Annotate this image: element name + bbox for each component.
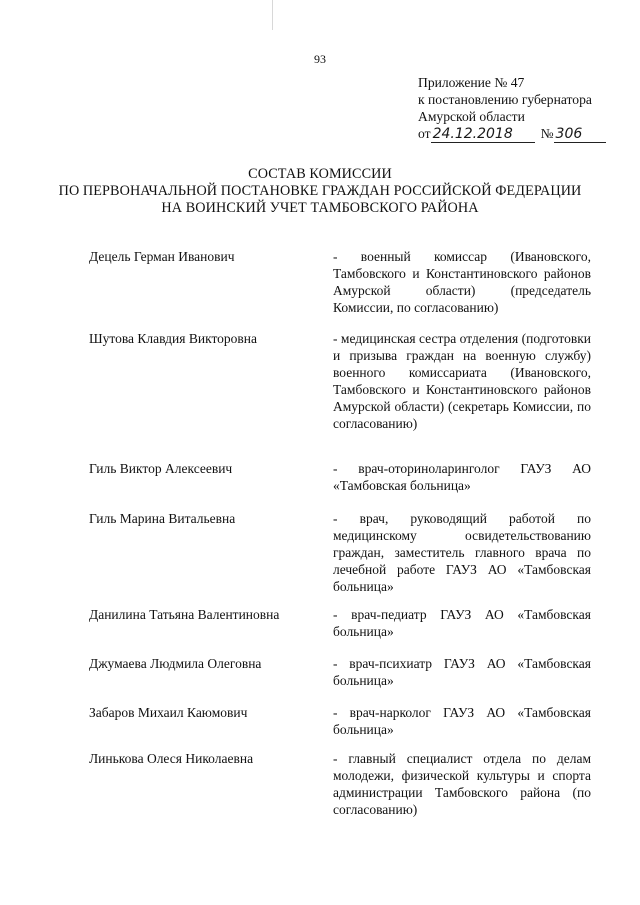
member-name: Шутова Клавдия Викторовна bbox=[89, 331, 258, 346]
member-role: - военный комиссар (Ивановского, Тамбовского и Константиновского районов Амурской области) (председатель Комиссии, по согласованию) bbox=[333, 249, 591, 315]
title-line-2: ПО ПЕРВОНАЧАЛЬНОЙ ПОСТАНОВКЕ ГРАЖДАН РОССИЙСКОЙ ФЕДЕРАЦИИ bbox=[58, 183, 582, 199]
member-role: - врач, руководящий работой по медицинскому освидетельствованию граждан, заместитель главного врача по лечебной работе ГАУЗ АО «Тамбовская больница» bbox=[333, 511, 591, 594]
member-name: Линькова Олеся Николаевна bbox=[89, 751, 254, 766]
member-role: - главный специалист отдела по делам молодежи, физической культуры и спорта администрации Тамбовского района (по согласованию) bbox=[333, 751, 591, 817]
appendix-date-line bbox=[418, 125, 606, 143]
title-line-3: НА ВОИНСКИЙ УЧЕТ ТАМБОВСКОГО РАЙОНА bbox=[161, 200, 479, 216]
member-name: Данилина Татьяна Валентиновна bbox=[89, 607, 280, 622]
handwritten-number: 306 bbox=[554, 127, 606, 143]
appendix-header bbox=[418, 74, 606, 143]
appendix-line-1: Приложение № 47 bbox=[418, 75, 525, 90]
page-number: 93 bbox=[314, 52, 326, 66]
member-name: Гиль Виктор Алексеевич bbox=[89, 461, 233, 476]
number-prefix: № bbox=[540, 126, 554, 141]
appendix-line-3: Амурской области bbox=[418, 109, 525, 124]
member-role: - медицинская сестра отделения (подготовки и призыва граждан на военную службу) военного комиссариата (Ивановского, Тамбовского и Константиновского районов Амурской области) (секретарь Комиссии, по согласованию) bbox=[333, 331, 591, 431]
member-role: - врач-оториноларинголог ГАУЗ АО «Тамбовская больница» bbox=[333, 461, 591, 493]
member-role: - врач-психиатр ГАУЗ АО «Тамбовская больница» bbox=[333, 656, 591, 688]
handwritten-date: 24.12.2018 bbox=[431, 127, 535, 143]
member-name: Джумаева Людмила Олеговна bbox=[89, 656, 262, 671]
date-prefix: от bbox=[418, 126, 431, 141]
member-role: - врач-нарколог ГАУЗ АО «Тамбовская больница» bbox=[333, 705, 591, 737]
document-title bbox=[0, 166, 640, 217]
member-role: - врач-педиатр ГАУЗ АО «Тамбовская больница» bbox=[333, 607, 591, 639]
member-name: Гиль Марина Витальевна bbox=[89, 511, 236, 526]
scan-fold-line bbox=[272, 0, 273, 30]
member-name: Децель Герман Иванович bbox=[89, 249, 235, 264]
appendix-line-2: к постановлению губернатора bbox=[418, 92, 592, 107]
title-line-1: СОСТАВ КОМИССИИ bbox=[248, 166, 392, 182]
member-name: Забаров Михаил Каюмович bbox=[89, 705, 248, 720]
